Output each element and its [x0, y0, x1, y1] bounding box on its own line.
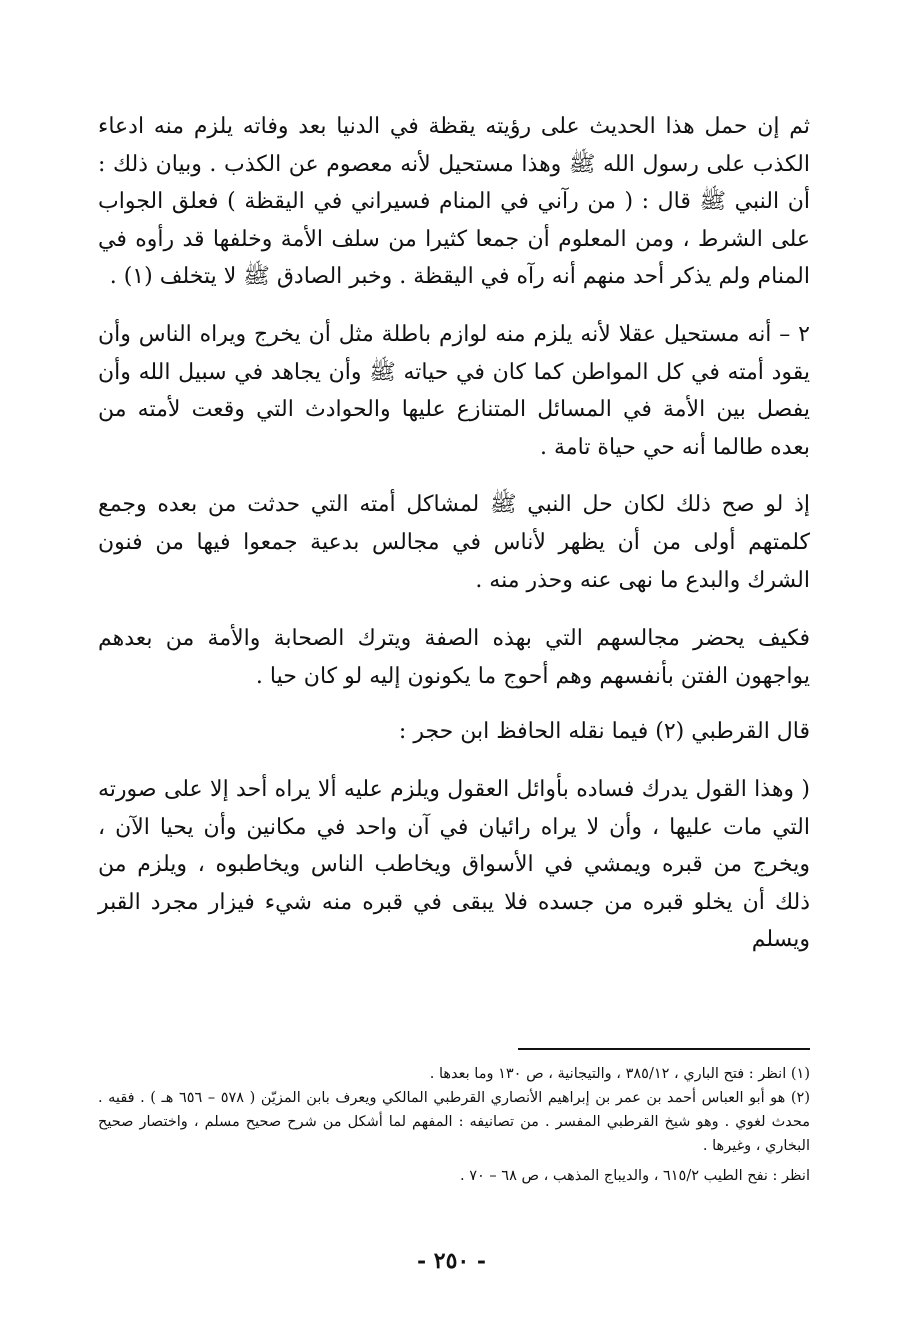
- paragraph-3: إذ لو صح ذلك لكان حل النبي ﷺ لمشاكل أمته التي حدثت من بعده وجمع كلمتهم أولى من أن يظهر لأناس في مجالس بدعية جمعوا فيها من فنون الشرك والبدع ما نهى عنه وحذر منه .: [98, 492, 810, 593]
- paragraph-2: ٢ – أنه مستحيل عقلا لأنه يلزم منه لوازم باطلة مثل أن يخرج ويراه الناس وأن يقود أمته في كل المواطن كما كان في حياته ﷺ وأن يجاهد في سبيل الله وأن يفصل بين الأمة في المسائل المتنازع عليها والحوادث التي وقعت لأمته من بعده طالما أنه حي حياة تامة .: [98, 321, 810, 460]
- paragraph-1: ثم إن حمل هذا الحديث على رؤيته يقظة في الدنيا بعد وفاته يلزم منه ادعاء الكذب على رسول الله ﷺ وهذا مستحيل لأنه معصوم عن الكذب . وبيان ذلك : أن النبي ﷺ قال : ( من رآني في المنام فسيراني في اليقظة ) فعلق الجواب على الشرط ، ومن المعلوم أن جمعا كثيرا من سلف الأمة وخلفها قد رأوه في المنام ولم يذكر أحد منهم أنه رآه في اليقظة . وخبر الصادق ﷺ لا يتخلف (١) .: [98, 114, 810, 290]
- footnote-1: (١) انظر : فتح الباري ، ٣٨٥/١٢ ، والتيجانية ، ص ١٣٠ وما بعدها .: [429, 1066, 810, 1082]
- footnotes: [98, 1062, 810, 1188]
- paragraph-4: فكيف يحضر مجالسهم التي بهذه الصفة ويترك الصحابة والأمة من بعدهم يواجهون الفتن بأنفسهم وهم أحوج ما يكونون إليه لو كان حيا .: [98, 626, 810, 689]
- page-number: - ٢٥٠ -: [416, 1248, 487, 1274]
- paragraph-5: قال القرطبي (٢) فيما نقله الحافظ ابن حجر :: [398, 719, 810, 745]
- footnote-2-reference: انظر : نفح الطيب ٦١٥/٢ ، والديباج المذهب ، ص ٦٨ – ٧٠ .: [460, 1168, 810, 1184]
- footnote-2: (٢) هو أبو العباس أحمد بن عمر بن إبراهيم الأنصاري القرطبي المالكي ويعرف بابن المزيّن ( ٥٧٨ – ٦٥٦ هـ ) . فقيه . محدث لغوي . وهو شيخ القرطبي المفسر . من تصانيفه : المفهم لما أشكل من شرح صحيح مسلم ، واختصار صحيح البخاري ، وغيرها .: [98, 1090, 811, 1154]
- footnote-divider: [518, 1048, 810, 1050]
- paragraph-6: ( وهذا القول يدرك فساده بأوائل العقول ويلزم عليه ألا يراه أحد إلا على صورته التي مات عليها ، وأن لا يراه رائيان في آن واحد في مكانين وأن يحيا الآن ، ويخرج من قبره ويمشي في الأسواق ويخاطب الناس ويخاطبوه ، ويلزم من ذلك أن يخلو قبره من جسده فلا يبقى في قبره منه شيء فيزار مجرد القبر ويسلم: [98, 776, 810, 953]
- main-text: [98, 108, 810, 959]
